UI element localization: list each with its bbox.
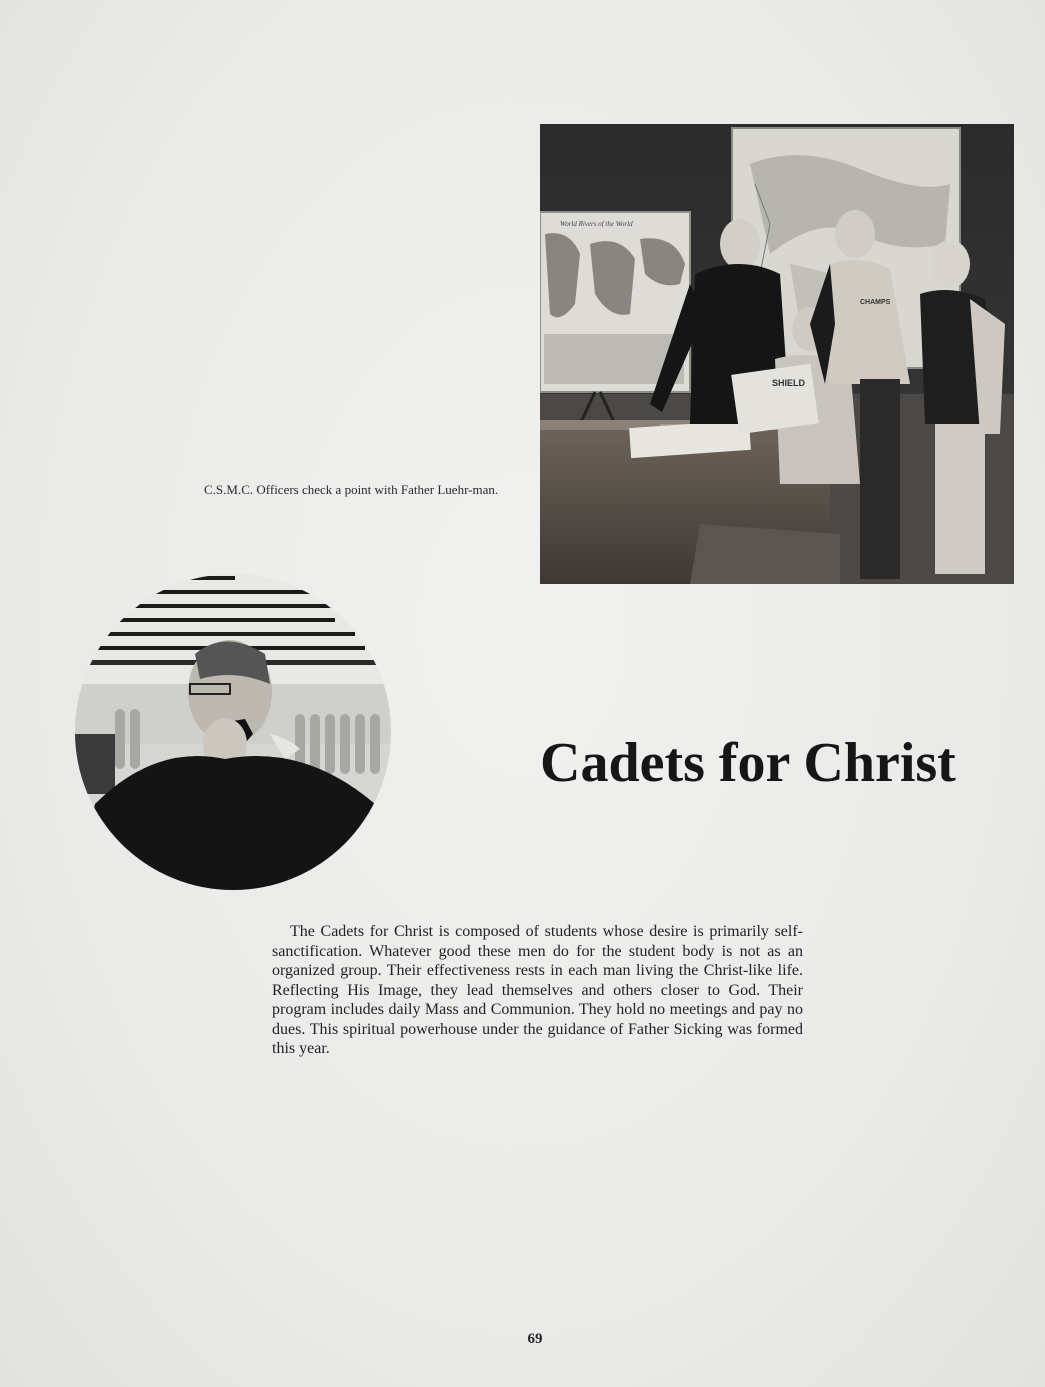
group-photo: [540, 124, 1014, 584]
page-number: 69: [527, 1331, 543, 1347]
photo-caption: C.S.M.C. Officers check a point with Father Luehr-man.: [204, 482, 499, 497]
easel-map-title: World Rivers of the World: [560, 220, 633, 228]
page-title: Cadets for Christ: [540, 732, 956, 794]
body-paragraph: The Cadets for Christ is composed of students whose desire is primarily self-sanctification. Whatever good these men do for the student body is not as an organized group. Their effectiveness rests in each man living the Christ-like life. Reflecting His Image, they lead themselves and others closer to God. Their program includes daily Mass and Communion. They hold no meetings and pay no dues. This spiritual powerhouse under the guidance of Father Sicking was formed this year.: [272, 923, 803, 1057]
magazine-title: SHIELD: [772, 378, 806, 388]
priest-portrait: [75, 574, 391, 890]
cassock: [75, 756, 391, 890]
jacket-lettering: CHAMPS: [860, 299, 891, 306]
